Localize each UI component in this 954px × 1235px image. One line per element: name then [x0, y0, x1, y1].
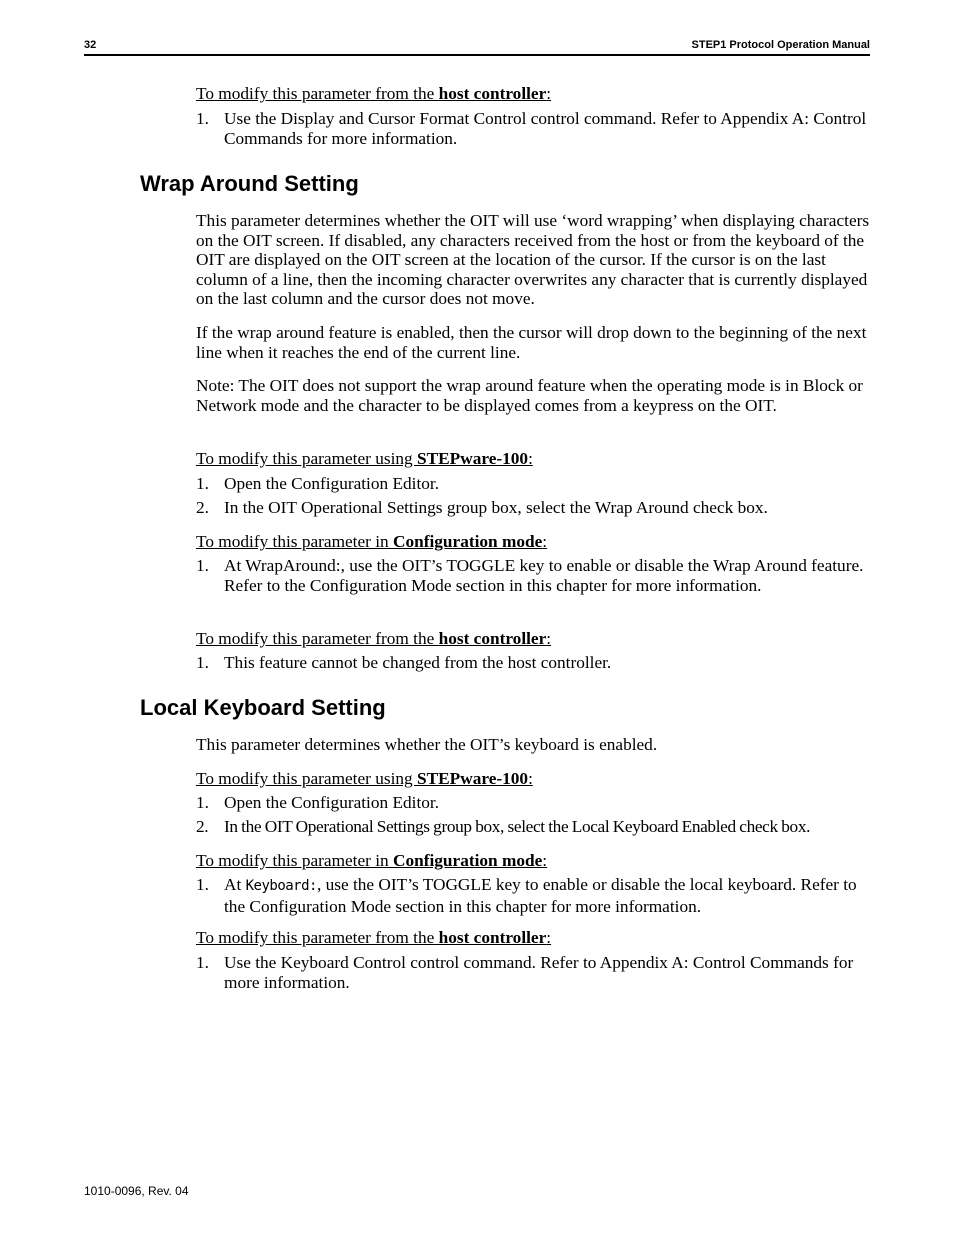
lead-host-keyboard: To modify this parameter from the host controller:	[196, 928, 552, 947]
wrap-paragraph-2: If the wrap around feature is enabled, then the cursor will drop down to the beginning of the next line when it reaches the end of the current line.	[196, 323, 867, 362]
lead-config-wrap: To modify this parameter in Configuration mode:	[196, 532, 548, 551]
keyboard-host-step-1: Use the Keyboard Control control command. Refer to Appendix A: Control Commands for more information.	[224, 953, 854, 992]
lead-stepware-keyboard: To modify this parameter using STEPware-100:	[196, 769, 533, 788]
list-item: 1. At Keyboard:, use the OIT’s TOGGLE key to enable or disable the local keyboard. Refer to the Configuration Mode section in this chapter for more information.	[196, 875, 870, 916]
list-item: 2. In the OIT Operational Settings group box, select the Local Keyboard Enabled check box.	[196, 817, 870, 837]
page-header	[84, 38, 870, 56]
lead-config-keyboard: To modify this parameter in Configuration mode:	[196, 851, 548, 870]
intro-host-step-1: Use the Display and Cursor Format Control control command. Refer to Appendix A: Control Commands for more information.	[224, 109, 867, 148]
keyboard-stepware-step-2: In the OIT Operational Settings group box, select the Local Keyboard Enabled check box.	[224, 817, 811, 836]
keyboard-stepware-step-1: Open the Configuration Editor.	[224, 793, 440, 812]
page-footer: 1010-0096, Rev. 04	[84, 1184, 189, 1198]
lcd-prompt-keyboard: Keyboard:	[245, 878, 317, 894]
list-item: 1. Use the Display and Cursor Format Control control command. Refer to Appendix A: Control Commands for more information.	[196, 109, 870, 148]
list-item: 1. At WrapAround:, use the OIT’s TOGGLE key to enable or disable the Wrap Around feature. Refer to the Configuration Mode section in this chapter for more information.	[196, 556, 870, 595]
lead-stepware-wrap: To modify this parameter using STEPware-100:	[196, 449, 533, 468]
lead-host-wrap: To modify this parameter from the host controller:	[196, 629, 552, 648]
wrap-note: Note: The OIT does not support the wrap around feature when the operating mode is in Block or Network mode and the character to be displayed comes from a keypress on the OIT.	[196, 376, 863, 415]
lead-host-controller-intro: To modify this parameter from the host controller:	[196, 84, 552, 103]
list-item: 2. In the OIT Operational Settings group box, select the Wrap Around check box.	[196, 498, 870, 518]
section-heading-wrap-around: Wrap Around Setting	[140, 171, 359, 196]
wrap-host-step-1: This feature cannot be changed from the host controller.	[224, 653, 612, 672]
wrap-paragraph-1: This parameter determines whether the OIT will use ‘word wrapping’ when displaying characters on the OIT screen. If disabled, any characters received from the host or from the keyboard of the OIT are displayed on the OIT screen at the location of the cursor. If the cursor is on the last column of a line, then the incoming character overwrites any character that is currently displayed on the last column and the cursor does not move.	[196, 211, 870, 309]
page-number: 32	[84, 39, 97, 51]
list-item: 1. Open the Configuration Editor.	[196, 474, 870, 494]
keyboard-paragraph-1: This parameter determines whether the OIT’s keyboard is enabled.	[196, 735, 658, 754]
wrap-config-step-1: At WrapAround:, use the OIT’s TOGGLE key to enable or disable the Wrap Around feature. Refer to the Configuration Mode section in this chapter for more information.	[224, 556, 864, 595]
wrap-stepware-step-2: In the OIT Operational Settings group box, select the Wrap Around check box.	[224, 498, 768, 517]
wrap-stepware-step-1: Open the Configuration Editor.	[224, 474, 440, 493]
keyboard-config-step-1: At Keyboard:, use the OIT’s TOGGLE key to enable or disable the local keyboard. Refer to the Configuration Mode section in this chapter for more information.	[224, 875, 857, 916]
list-item: 1. Use the Keyboard Control control command. Refer to Appendix A: Control Commands for more information.	[196, 953, 870, 992]
manual-title: STEP1 Protocol Operation Manual	[691, 39, 870, 51]
list-item: 1. This feature cannot be changed from the host controller.	[196, 653, 870, 673]
section-heading-local-keyboard: Local Keyboard Setting	[140, 695, 386, 720]
list-item: 1. Open the Configuration Editor.	[196, 793, 870, 813]
